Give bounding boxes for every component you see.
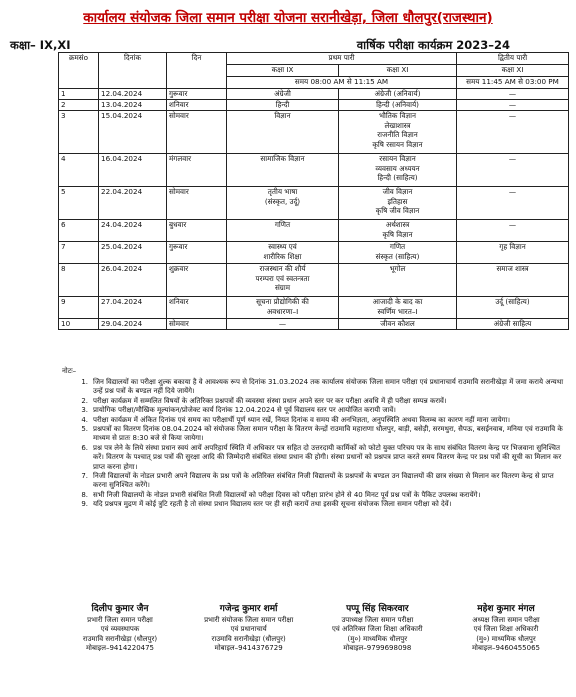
row-class-ix: राजस्थान की शौर्य परम्परा एवं स्वतन्त्रता संग्राम [227, 264, 339, 297]
table-row [59, 111, 569, 154]
row-class-xi-second: उर्दू (साहित्य) [457, 297, 569, 319]
note-number: 5. [81, 425, 88, 434]
row-class-ix: सूचना प्रौद्योगिकी की अवधारणा–I [227, 297, 339, 319]
signatory-line: (मु०) माध्यमिक धौलपुर [347, 634, 408, 643]
row-date: 12.04.2024 [99, 89, 167, 100]
row-class-xi: आजादी के बाद का स्वर्णिम भारत–I [339, 297, 457, 319]
row-class-xi-second: — [457, 89, 569, 100]
row-class-ix: तृतीय भाषा (संस्कृत, उर्दू) [227, 187, 339, 220]
row-day: बुधवार [167, 220, 227, 242]
class-label: कक्षा– IX,XI [10, 38, 71, 52]
row-class-xi: अर्थशास्त्र कृषि विज्ञान [339, 220, 457, 242]
row-date: 27.04.2024 [99, 297, 167, 319]
note-text: निजी विद्यालयों के नोडल प्रभारी अपने विद्यालय के प्रश्न पत्रों के अतिरिक्त संबंधित निजी विद्यालयों के प्रश्नपत्रों के बण्डल उन विद्यालयों की छात्र संख्या से मिलान कर वितरण केन्द्र से प्राप्त करना सुनिश्चित करेंगे। [93, 472, 554, 490]
header-class-ix: कक्षा IX [227, 65, 339, 77]
signatory-name: गजेन्द्र कुमार शर्मा [219, 604, 278, 614]
row-class-xi-second: अंग्रेजी साहित्य [457, 319, 569, 330]
signatory-line: राउमावि सरानीखेड़ा (धौलपुर) [211, 634, 286, 643]
note-text: प्रश्न पत्र लेने के लिये संस्था प्रधान स्वयं आयें अपरिहार्य स्थिति में अधिकार पत्र सहित दो उत्तरदायी कार्मिकों को फोटो युक्त परिचय पत्र के साथ संबंधित वितरण केन्द्र पर भिजवाना सुनिश्चित करें। वितरण के पश्चात् प्रश्न पत्रों की सुरक्षा आदि की जिम्मेदारी संबंधित संस्था प्रधान की होगी। संस्था प्रधानों को प्रश्नपत्र प्राप्त करते समय वितरण केन्द्र पर प्रश्न पत्रों की सूची का मिलान कर प्राप्त करना होगा। [93, 443, 562, 471]
row-day: शनिवार [167, 100, 227, 111]
signatory-line: अध्यक्ष जिला समान परीक्षा [472, 615, 540, 624]
note-text: यदि प्रश्नपत्र मुद्रण में कोई त्रुटि रहती है तो संस्था प्रधान विद्यालय स्तर पर ही सही करायें तथा इसकी सूचना संयोजक जिला समान परीक्षा को देवें। [93, 500, 452, 509]
note-text: सभी निजी विद्यालयों के नोडल प्रभारी संबंधित निजी विद्यालयों को परीक्षा दिवस को परीक्षा प्रारंभ होने से 40 मिनट पूर्व प्रश्न पत्रों के पैकिट उपलब्ध करायेंगे। [93, 490, 481, 499]
row-sno: 4 [59, 154, 99, 187]
signatory-line: (मु०) माध्यमिक धौलपुर [476, 634, 536, 643]
row-day: सोमवार [167, 187, 227, 220]
signatory-line: प्रभारी जिला समान परीक्षा [87, 615, 153, 624]
table-row [59, 187, 569, 220]
notes-heading: नोटः– [62, 367, 77, 375]
note-item [60, 416, 566, 425]
row-date: 24.04.2024 [99, 220, 167, 242]
exam-label: वार्षिक परीक्षा कार्यक्रम 2023–24 [356, 38, 510, 52]
row-date: 22.04.2024 [99, 187, 167, 220]
header-class-xi: कक्षा XI [339, 65, 457, 77]
row-class-ix: स्वास्थ्य एवं शारीरिक शिक्षा [227, 242, 339, 264]
notes-list [60, 378, 566, 510]
signatory-line: मोबाइल–9414220475 [85, 644, 155, 652]
row-sno: 8 [59, 264, 99, 297]
row-class-xi: अंग्रेजी (अनिवार्य) [339, 89, 457, 100]
row-day: शुक्रवार [167, 264, 227, 297]
row-class-ix: विज्ञान [227, 111, 339, 154]
note-number: 6. [81, 443, 88, 452]
signatory-name: पप्पू सिंह सिकरवार [346, 604, 409, 614]
note-text: जिन विद्यालयों का परीक्षा शुल्क बकाया है वे आवश्यक रूप से दिनांक 31.03.2024 तक कार्यालय संयोजक जिला समान परीक्षा एवं प्रधानाचार्य राउमावि सरानीखेड़ा में जमा कराये अन्यथा उन्हें प्रश्न पत्रों के बण्डल नहीं दिये जायेंगे। [93, 378, 564, 396]
row-class-xi: हिन्दी (अनिवार्य) [339, 100, 457, 111]
header-sno: क्रमसंo [59, 53, 99, 89]
row-class-xi: जीवन कौशल [339, 319, 457, 330]
row-class-ix: — [227, 319, 339, 330]
note-item [60, 500, 566, 509]
row-sno: 5 [59, 187, 99, 220]
row-class-xi: भूगोल [339, 264, 457, 297]
row-class-xi-second: गृह विज्ञान [457, 242, 569, 264]
note-number: 9. [81, 500, 88, 509]
row-date: 29.04.2024 [99, 319, 167, 330]
note-number: 7. [81, 472, 88, 481]
signatory-line: एवं जिला शिक्षा अधिकारी [473, 625, 539, 633]
table-row [59, 220, 569, 242]
row-sno: 9 [59, 297, 99, 319]
row-sno: 1 [59, 89, 99, 100]
signatory-line: प्रभारी संयोजक जिला समान परीक्षा [204, 615, 294, 624]
signature [58, 605, 182, 654]
note-number: 8. [81, 490, 88, 499]
row-date: 13.04.2024 [99, 100, 167, 111]
row-class-ix: गणित [227, 220, 339, 242]
exam-schedule-table [58, 52, 569, 330]
note-item [60, 425, 566, 444]
row-date: 15.04.2024 [99, 111, 167, 154]
row-class-xi-second: — [457, 100, 569, 111]
signature [444, 605, 568, 654]
signature [187, 605, 311, 654]
row-sno: 6 [59, 220, 99, 242]
signatory-name: दिलीप कुमार जैन [91, 604, 149, 614]
row-day: सोमवार [167, 319, 227, 330]
table-row [59, 100, 569, 111]
row-day: सोमवार [167, 111, 227, 154]
signature-block [58, 605, 568, 654]
signatory-name: महेश कुमार मंगल [477, 604, 535, 614]
row-class-ix: अंग्रेजी [227, 89, 339, 100]
note-number: 1. [81, 378, 88, 386]
signatory-line: एवं प्रधानाचार्य [230, 625, 267, 633]
signatory-line: एवं अतिरिक्त जिला शिक्षा अधिकारी [332, 625, 423, 633]
row-class-xi: जीव विज्ञान इतिहास कृषि जीव विज्ञान [339, 187, 457, 220]
signatory-line: मोबाइल–9799698098 [343, 644, 412, 652]
header-time-second: समय 11:45 AM से 03:00 PM [457, 77, 569, 89]
page-title: कार्यालय संयोजक जिला समान परीक्षा योजना सरानीखेड़ा, जिला धौलपुर(राजस्थान) [83, 10, 493, 26]
table-row [59, 264, 569, 297]
header-time-first: समय 08:00 AM से 11:15 AM [227, 77, 457, 89]
row-date: 25.04.2024 [99, 242, 167, 264]
row-class-xi-second: — [457, 154, 569, 187]
table-row [59, 319, 569, 330]
row-date: 26.04.2024 [99, 264, 167, 297]
row-day: मंगलवार [167, 154, 227, 187]
signatory-line: मोबाइल–9460455065 [471, 644, 540, 652]
header-date: दिनांक [99, 53, 167, 89]
note-item [60, 444, 566, 472]
note-text: परीक्षा कार्यक्रम में अंकित दिनांक एवं समय का परीक्षार्थी पूर्ण ध्यान रखें, नियत दिनांक व समय की अनभिज्ञता, अनुपस्थिति अथवा विलम्ब का कारण नहीं माना जायेगा। [93, 415, 511, 424]
row-sno: 2 [59, 100, 99, 111]
note-item [60, 378, 566, 397]
row-sno: 10 [59, 319, 99, 330]
note-text: प्रश्नपत्रों का वितरण दिनांक 08.04.2024 को संयोजक जिला समान परीक्षा के वितरण केन्द्रों राउमावि महाराणा धौलपुर, बाड़ी, बसेड़ी, सरमथुरा, सैपऊ, बसईनवाब, मनिया एवं राउमावि के माध्यम से प्रातः 8:30 बजे से किया जायेगा। [93, 425, 563, 443]
header-class-xi-second: कक्षा XI [457, 65, 569, 77]
note-item [60, 397, 566, 406]
row-class-ix: सामाजिक विज्ञान [227, 154, 339, 187]
signature [315, 605, 439, 654]
note-item [60, 406, 566, 415]
signatory-line: राउमावि सरानीखेड़ा (धौलपुर) [82, 634, 158, 643]
row-class-xi-second: — [457, 220, 569, 242]
row-class-xi-second: — [457, 111, 569, 154]
note-number: 2. [81, 396, 88, 405]
row-date: 16.04.2024 [99, 154, 167, 187]
row-class-xi: भौतिक विज्ञान लेखाशास्त्र राजनीति विज्ञान कृषि रसायन विज्ञान [339, 111, 457, 154]
header-day: दिन [167, 53, 227, 89]
row-day: शनिवार [167, 297, 227, 319]
row-class-xi: रसायन विज्ञान व्यवसाय अध्ययन हिन्दी (साहित्य) [339, 154, 457, 187]
row-class-xi-second: समाज शास्त्र [457, 264, 569, 297]
row-day: गुरूवार [167, 89, 227, 100]
signatory-line: उपाध्यक्ष जिला समान परीक्षा [341, 615, 414, 624]
row-sno: 7 [59, 242, 99, 264]
note-text: प्रायोगिक परीक्षा/मौखिक मूल्यांकन/प्रोजेक्ट कार्य दिनांक 12.04.2024 से पूर्व विद्यालय स्तर पर आयोजित करायी जावें। [93, 406, 396, 415]
table-row [59, 242, 569, 264]
note-item [60, 491, 566, 500]
header-first-shift: प्रथम पारी [227, 53, 457, 65]
table-row [59, 154, 569, 187]
signatory-line: एवं व्यवस्थापक [100, 625, 140, 633]
row-class-ix: हिन्दी [227, 100, 339, 111]
header-second-shift: द्वितीय पारी [457, 53, 569, 65]
table-row [59, 89, 569, 100]
row-class-xi-second: — [457, 187, 569, 220]
row-day: गुरूवार [167, 242, 227, 264]
signatory-line: मोबाइल–9414376729 [214, 644, 283, 652]
row-class-xi: गणित संस्कृत (साहित्य) [339, 242, 457, 264]
note-number: 4. [81, 415, 88, 424]
table-row [59, 297, 569, 319]
note-text: परीक्षा कार्यक्रम में सम्मलित विषयों के अतिरिक्त प्रश्नपत्रों की व्यवस्था संस्था प्रधान अपने स्तर पर कर परीक्षा अवधि में ही परीक्षा सम्पन्न करावें। [93, 396, 447, 405]
note-item [60, 472, 566, 491]
row-sno: 3 [59, 111, 99, 154]
note-number: 3. [81, 406, 88, 415]
